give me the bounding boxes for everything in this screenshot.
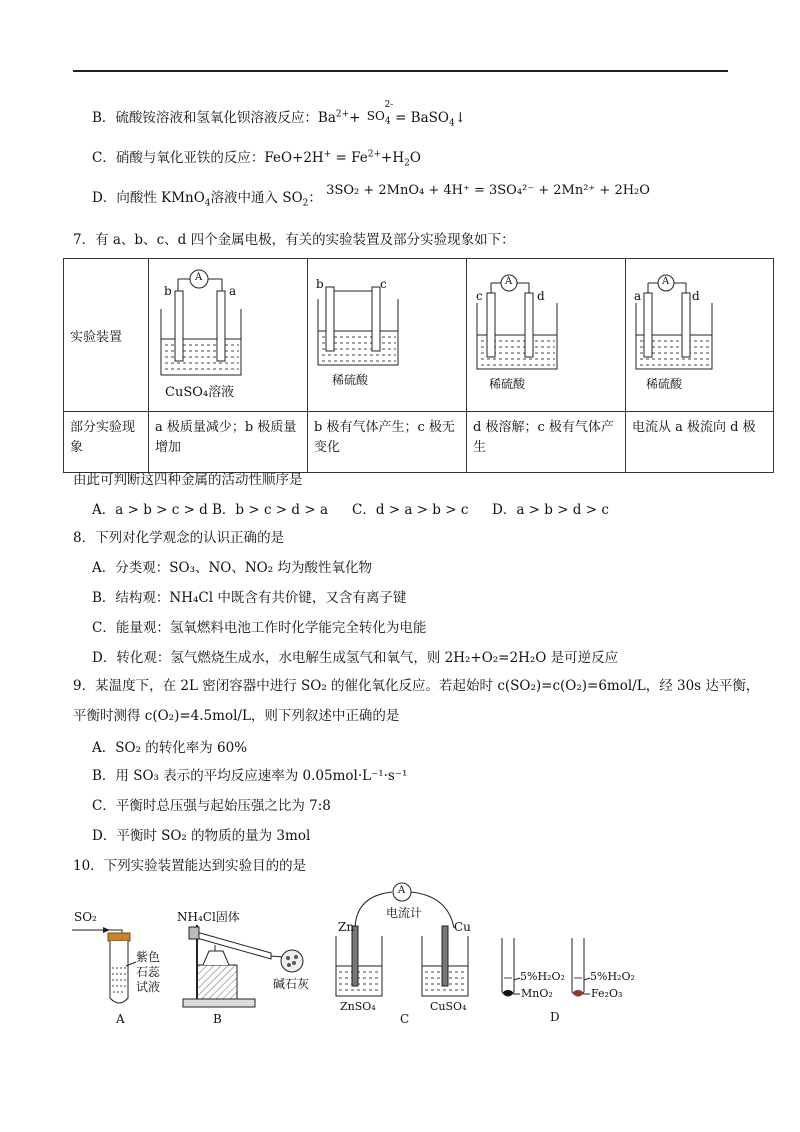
metal-label: Zn — [338, 920, 355, 934]
beaker-diagram — [308, 259, 466, 411]
electrode-label: b — [164, 284, 172, 298]
metal-label: Cu — [454, 920, 471, 934]
catalyst-label: MnO₂ — [521, 987, 553, 1000]
q7-option-b: B．b > c > d > a — [212, 502, 328, 518]
electrode-label: d — [692, 289, 700, 303]
observation-4: 电流从 a 极流向 d 极 — [626, 412, 774, 473]
gas-label: SO₂ — [74, 910, 97, 924]
q7-experiment-table — [63, 258, 774, 473]
q9-option-c: C．平衡时总压强与起始压强之比为 7:8 — [92, 798, 331, 814]
figure-label: B — [213, 1012, 222, 1026]
figure-b — [175, 905, 320, 1030]
apparatus-1 — [149, 259, 307, 411]
figure-a — [70, 900, 160, 1030]
figure-d — [490, 930, 670, 1030]
electrode-label: a — [634, 289, 642, 303]
q6-option-c: C．硝酸与氧化亚铁的反应：$FeO+2H^+ = Fe^{2+}+H_2O$ — [92, 149, 421, 169]
figure-label: A — [116, 1012, 125, 1026]
q9-option-b: B．用 SO₃ 表示的平均反应速率为 0.05mol·L⁻¹·s⁻¹ — [92, 768, 408, 784]
electrode-label: d — [537, 289, 545, 303]
catalyst-label: Fe₂O₃ — [591, 987, 623, 1000]
ammeter-symbol: A — [195, 272, 203, 283]
solution-label: 稀硫酸 — [332, 373, 369, 387]
q8-option-b: B．结构观：NH₄Cl 中既含有共价键，又含有离子键 — [92, 590, 407, 606]
figure-c — [330, 880, 480, 1030]
header-rule — [73, 70, 728, 72]
electrode-label: b — [316, 277, 324, 291]
solution-label: 稀硫酸 — [646, 377, 683, 391]
solution-label: CuSO₄溶液 — [165, 385, 235, 400]
q7-option-a: A．a > b > c > d — [92, 502, 208, 518]
figure-label: C — [400, 1012, 410, 1026]
meter-label: 电流计 — [386, 906, 423, 920]
q6-option-d: D．向酸性 KMnO$_4$溶液中通入 $SO_2$： 3SO₂ + 2MnO₄ + 4H⁺ = 3SO₄²⁻ + 2Mn²⁺ + 2H₂O — [92, 183, 650, 209]
observation-1: a 极质量减少；b 极质量增加 — [149, 412, 308, 473]
q8-stem: 8．下列对化学观念的认识正确的是 — [73, 530, 285, 546]
q9-stem-line2: 平衡时测得 c(O₂)=4.5mol/L，则下列叙述中正确的是 — [73, 708, 400, 724]
q8-option-d: D．转化观：氢气燃烧生成水，水电解生成氢气和氧气，则 2H₂+O₂=2H₂O 是可逆反应 — [92, 650, 619, 666]
q9-option-d: D．平衡时 SO₂ 的物质的量为 3mol — [92, 828, 311, 844]
q7-conclusion: 由此可判断这四种金属的活动性顺序是 — [73, 472, 303, 488]
q8-option-c: C．能量观：氢氧燃料电池工作时化学能完全转化为电能 — [92, 620, 427, 636]
q6-option-b: B．硫酸铵溶液和氢氧化钡溶液反应：$Ba^{2+}+$ $SO_4^{2-}$ = BaSO$_4$↓ — [92, 100, 467, 129]
observation-3: d 极溶解；c 极有气体产生 — [467, 412, 626, 473]
solid-label: NH₄Cl固体 — [177, 910, 240, 924]
electrode-label: c — [476, 289, 483, 303]
solution-label: CuSO₄ — [430, 1000, 467, 1013]
q6-d-equation: 3SO₂ + 2MnO₄ + 4H⁺ = 3SO₄²⁻ + 2Mn²⁺ + 2H₂O — [326, 183, 650, 198]
q7-option-d: D．a > b > d > c — [492, 502, 609, 518]
ammeter-symbol: A — [662, 276, 670, 287]
test-tubes-diagram — [490, 930, 670, 1030]
apparatus-3 — [467, 259, 625, 411]
q9-option-a: A．SO₂ 的转化率为 60% — [92, 740, 248, 756]
liquid-label: 紫色石蕊试液 — [136, 950, 161, 994]
figure-label: D — [550, 1010, 560, 1024]
ammeter-symbol: A — [505, 276, 513, 287]
apparatus-4 — [626, 259, 773, 411]
q7-stem: 7．有 a、b、c、d 四个金属电极，有关的实验装置及部分实验现象如下： — [73, 232, 515, 248]
observation-2: b 极有气体产生；c 极无变化 — [308, 412, 467, 473]
q7-option-c: C．d > a > b > c — [352, 502, 469, 518]
solution-label: 稀硫酸 — [489, 377, 526, 391]
reagent-label: 5%H₂O₂ — [590, 970, 635, 983]
ammeter-symbol: A — [398, 885, 406, 896]
electrode-label: c — [380, 277, 387, 291]
q10-stem: 10．下列实验装置能达到实验目的的是 — [73, 858, 307, 874]
electrode-label: a — [229, 284, 237, 298]
row-label-apparatus: 实验装置 — [64, 259, 149, 412]
row-label-observations: 部分实验现象 — [64, 412, 149, 473]
reagent-label: 5%H₂O₂ — [520, 970, 565, 983]
apparatus-2 — [308, 259, 466, 411]
q9-stem-line1: 9．某温度下，在 2L 密闭容器中进行 SO₂ 的催化氧化反应。若起始时 c(SO₂)=c(O₂)=6mol/L，经 30s 达平衡， — [73, 678, 760, 694]
q8-option-a: A．分类观：SO₃、NO、NO₂ 均为酸性氧化物 — [92, 560, 372, 576]
absorber-label: 碱石灰 — [273, 977, 310, 991]
solution-label: ZnSO₄ — [340, 1000, 376, 1013]
so4-formula: $SO_4^{2-}$ — [366, 100, 394, 127]
